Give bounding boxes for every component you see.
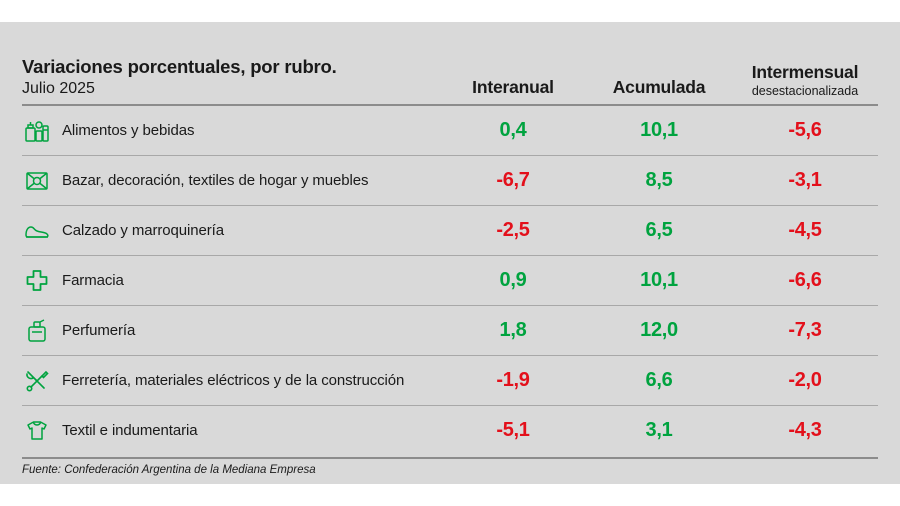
value-intermensual: -3,1 — [788, 169, 822, 191]
table-row — [22, 156, 878, 206]
table-row — [22, 356, 878, 406]
tools-icon — [22, 366, 52, 396]
row-label: Alimentos y bebidas — [62, 122, 195, 139]
row-label-cell — [22, 216, 440, 246]
shoe-icon — [22, 216, 52, 246]
groceries-icon — [22, 116, 52, 146]
value-interanual: -5,1 — [496, 419, 530, 441]
chart-inner — [22, 36, 878, 470]
row-label: Textil e indumentaria — [62, 422, 198, 439]
table-row — [22, 256, 878, 306]
column-header-interanual-label: Interanual — [472, 77, 554, 97]
value-acumulada: 10,1 — [640, 119, 678, 141]
value-acumulada: 10,1 — [640, 269, 678, 291]
table-row — [22, 406, 878, 455]
column-header-interanual — [440, 77, 586, 100]
table-header — [22, 36, 878, 106]
value-interanual: 0,4 — [499, 119, 527, 141]
row-label-cell — [22, 316, 440, 346]
column-header-acumulada — [586, 77, 732, 100]
chart-panel — [0, 22, 900, 484]
value-intermensual: -2,0 — [788, 369, 822, 391]
row-label-cell — [22, 116, 440, 146]
row-label: Perfumería — [62, 322, 136, 339]
source-note: Fuente: Confederación Argentina de la Mediana Empresa — [22, 457, 878, 476]
value-interanual: -6,7 — [496, 169, 530, 191]
title-block — [22, 55, 440, 100]
pharmacy-cross-icon — [22, 266, 52, 296]
row-label-cell — [22, 266, 440, 296]
value-intermensual: -7,3 — [788, 319, 822, 341]
value-interanual: -1,9 — [496, 369, 530, 391]
value-acumulada: 6,6 — [645, 369, 673, 391]
value-intermensual: -4,3 — [788, 419, 822, 441]
tshirt-icon — [22, 416, 52, 446]
column-header-acumulada-label: Acumulada — [612, 77, 706, 97]
row-label: Bazar, decoración, textiles de hogar y muebles — [62, 172, 369, 189]
row-label-cell — [22, 166, 440, 196]
perfume-icon — [22, 316, 52, 346]
value-interanual: 0,9 — [499, 269, 527, 291]
row-label: Ferretería, materiales eléctricos y de la construcción — [62, 372, 405, 389]
column-header-intermensual-label: Intermensual — [751, 61, 859, 82]
row-label-cell — [22, 366, 440, 396]
value-acumulada: 3,1 — [645, 419, 673, 441]
column-header-intermensual — [732, 62, 878, 100]
value-intermensual: -5,6 — [788, 119, 822, 141]
row-label: Farmacia — [62, 272, 124, 289]
table-row — [22, 206, 878, 256]
page-title: Variaciones porcentuales, por rubro. — [22, 55, 337, 77]
home-textiles-icon — [22, 166, 52, 196]
row-label-cell — [22, 416, 440, 446]
table-row — [22, 306, 878, 356]
value-acumulada: 8,5 — [645, 169, 673, 191]
value-interanual: 1,8 — [499, 319, 527, 341]
row-label: Calzado y marroquinería — [62, 222, 224, 239]
value-intermensual: -4,5 — [788, 219, 822, 241]
table-row — [22, 106, 878, 156]
value-acumulada: 6,5 — [645, 219, 673, 241]
value-interanual: -2,5 — [496, 219, 530, 241]
page-subtitle: Julio 2025 — [22, 79, 95, 97]
value-acumulada: 12,0 — [640, 319, 678, 341]
value-intermensual: -6,6 — [788, 269, 822, 291]
column-header-intermensual-sublabel: desestacionalizada — [751, 83, 859, 98]
